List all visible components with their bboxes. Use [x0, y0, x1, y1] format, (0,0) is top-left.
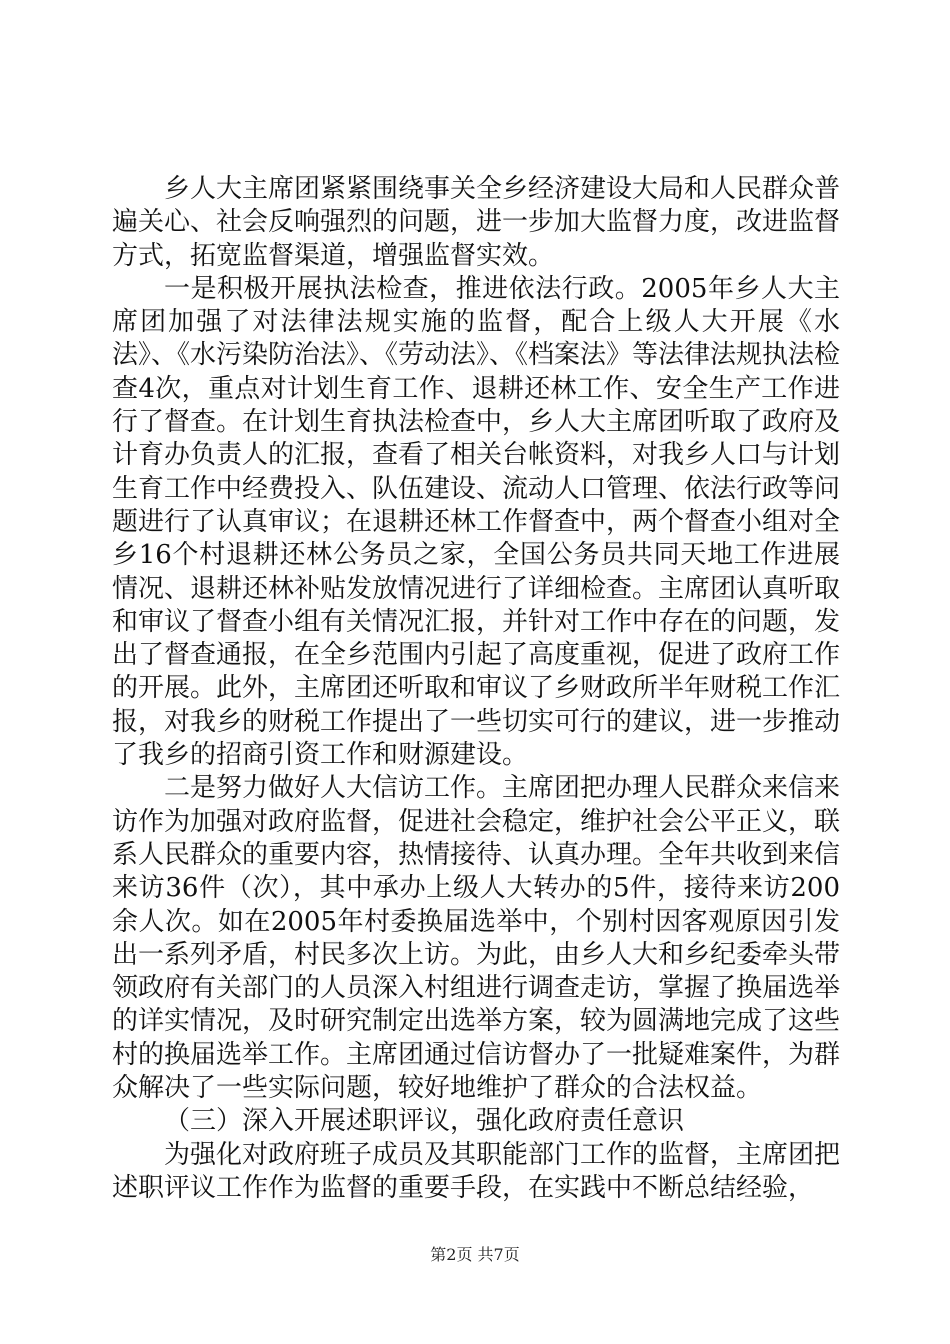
- paragraph-law-enforcement: 一是积极开展执法检查，推进依法行政。2005年乡人大主席团加强了对法律法规实施的监督，配合上级人大开展《水法》、《水污染防治法》、《劳动法》、《档案法》等法律法规执法检查4次，重点对计划生育工作、退耕还林工作、安全生产工作进行了督查。在计划生育执法检查中，乡人大主席团听取了政府及计育办负责人的汇报，查看了相关台帐资料，对我乡人口与计划生育工作中经费投入、队伍建设、流动人口管理、依法行政等问题进行了认真审议；在退耕还林工作督查中，两个督查小组对全乡16个村退耕还林公务员之家，全国公务员共同天地工作进展情况、退耕还林补贴发放情况进行了详细检查。主席团认真听取和审议了督查小组有关情况汇报，并针对工作中存在的问题，发出了督查通报，在全乡范围内引起了高度重视，促进了政府工作的开展。此外，主席团还听取和审议了乡财政所半年财税工作汇报，对我乡的财税工作提出了一些切实可行的建议，进一步推动了我乡的招商引资工作和财源建设。: [112, 273, 841, 771]
- document-body: [112, 173, 840, 1205]
- paragraph-job-review: 为强化对政府班子成员及其职能部门工作的监督，主席团把述职评议工作作为监督的重要手段，在实践中不断总结经验，: [112, 1139, 841, 1203]
- page-number-footer: 第2页 共7页: [430, 1245, 520, 1264]
- section-heading: （三）深入开展述职评议，强化政府责任意识: [164, 1106, 685, 1137]
- paragraph-intro: 乡人大主席团紧紧围绕事关全乡经济建设大局和人民群众普遍关心、社会反响强烈的问题，进一步加大监督力度，改进监督方式，拓宽监督渠道，增强监督实效。: [112, 174, 841, 271]
- paragraph-petition-work: 二是努力做好人大信访工作。主席团把办理人民群众来信来访作为加强对政府监督，促进社会稳定，维护社会公平正义，联系人民群众的重要内容，热情接待、认真办理。全年共收到来信来访36件（次），其中承办上级人大转办的5件，接待来访200余人次。如在2005年村委换届选举中，个别村因客观原因引发出一系列矛盾，村民多次上访。为此，由乡人大和乡纪委牵头带领政府有关部门的人员深入村组进行调查走访，掌握了换届选举的详实情况，及时研究制定出选举方案，较为圆满地完成了这些村的换届选举工作。主席团通过信访督办了一批疑难案件，为群众解决了一些实际问题，较好地维护了群众的合法权益。: [112, 773, 841, 1104]
